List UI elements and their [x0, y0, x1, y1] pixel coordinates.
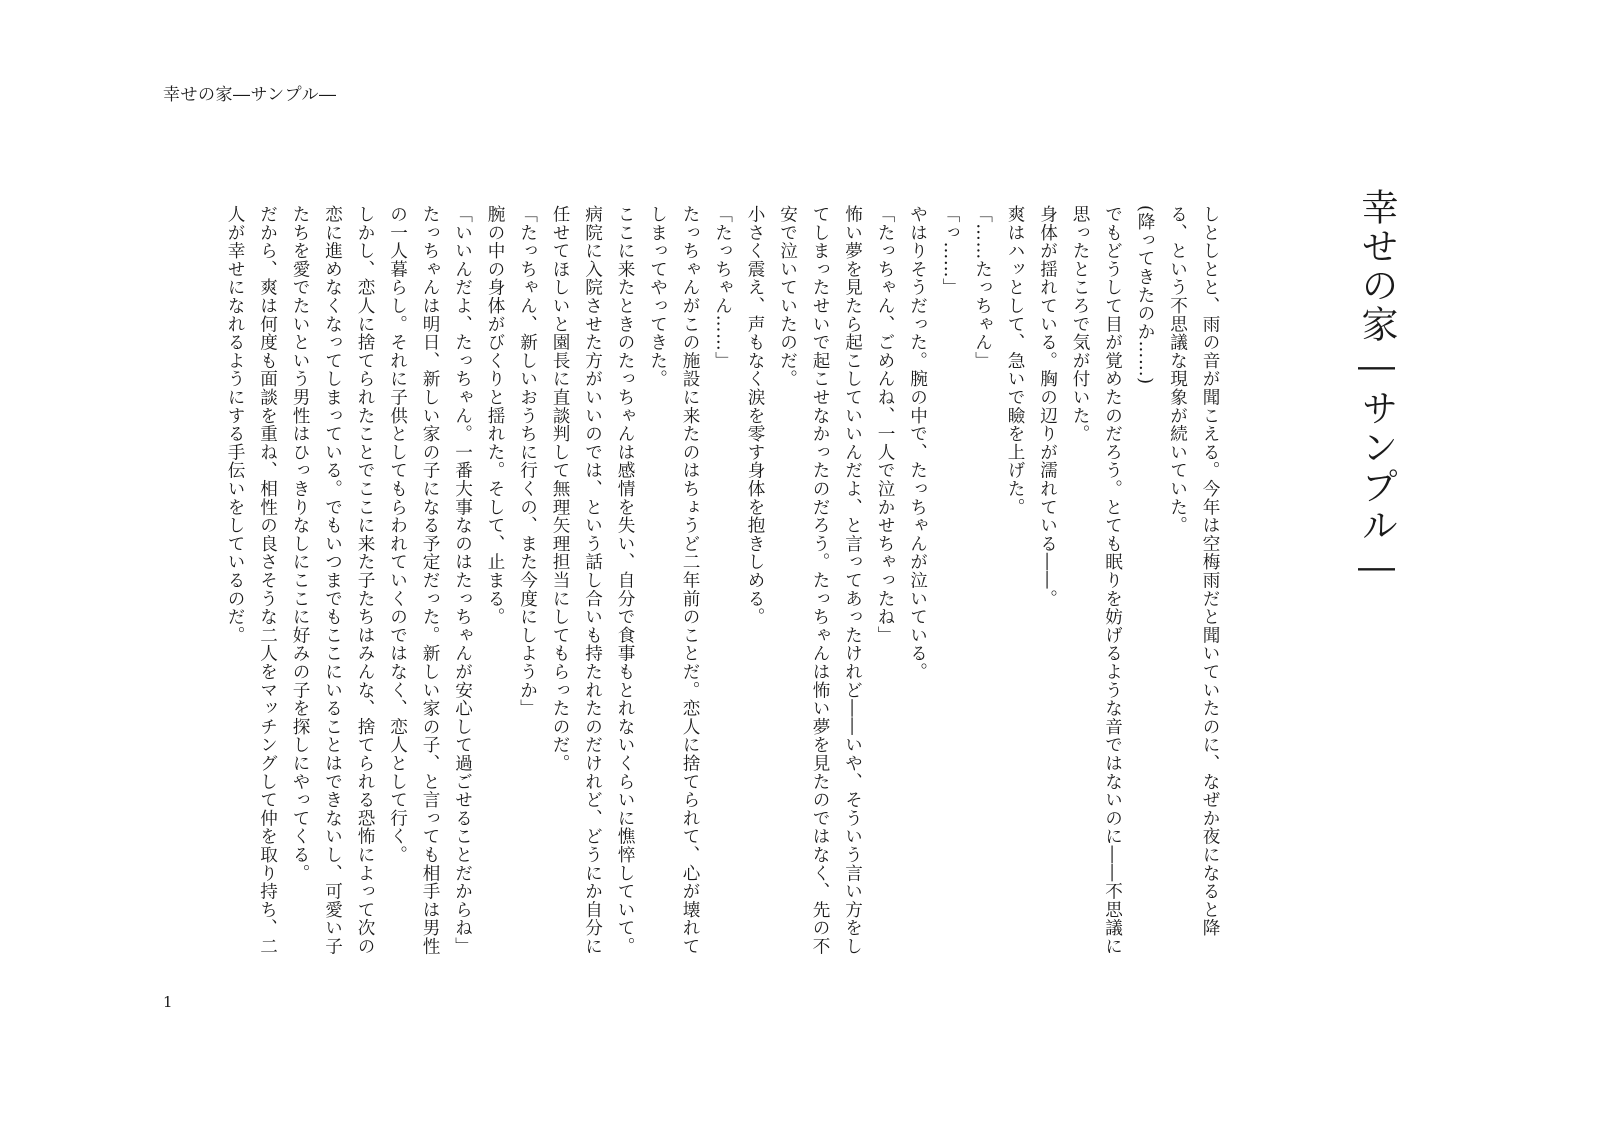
- paragraph-14: ここに来たときのたっちゃんは感情を失い、自分で食事もとれないくらいに憔悴していて。病院に入院させた方がいいのでは、という話し合いも持たれたのだけれど、どうにか自分に任せてほしいと園長に直談判して無理矢理担当にしてもらったのだ。: [550, 205, 635, 956]
- paragraph-19: しかし、恋人に捨てられたことでここに来た子たちはみんな、捨てられる恐怖によって次の恋に進めなくなってしまっている。でもいつまでもここにいることはできないし、可愛い子たちを愛でたいという男性はひっきりなしにここに好みの子を探しにやってくる。: [290, 205, 375, 956]
- paragraph-5: 爽はハッとして、急いで瞼を上げた。: [1005, 205, 1025, 517]
- paragraph-12: 「たっちゃん……」: [712, 205, 733, 370]
- paragraph-18: たっちゃんは明日、新しい家の子になる予定だった。新しい家の子、と言っても相手は男性の一人暮らし。それに子供としてもらわれていくのではなく、恋人として行く。: [387, 205, 440, 956]
- running-header: 幸せの家―サンプル―: [163, 85, 337, 105]
- paragraph-7: 「っ……」: [940, 205, 960, 297]
- paragraph-13: たっちゃんがこの施設に来たのはちょうど二年前のことだ。恋人に捨てられて、心が壊れてしまってやってきた。: [647, 205, 700, 956]
- paragraph-3: でもどうして目が覚めたのだろう。とても眠りを妨げるような音ではないのに――不思議に思ったところで気が付いた。: [1070, 205, 1123, 956]
- paragraph-9: 「たっちゃん、ごめんね、一人で泣かせちゃったね」: [875, 205, 895, 645]
- body-text: [166, 205, 1226, 965]
- paragraph-6: 「……たっちゃん」: [972, 205, 993, 370]
- paragraph-2: (降ってきたのか……): [1135, 205, 1155, 385]
- paragraph-8: やはりそうだった。腕の中で、たっちゃんが泣いている。: [907, 205, 928, 681]
- paragraph-4: 身体が揺れている。胸の辺りが濡れている――。: [1037, 205, 1058, 608]
- paragraph-10: 怖い夢を見たら起こしていいんだよ、と言ってあったけれど――いや、そういう言い方をしてしまったせいで起こせなかったのだろう。たっちゃんは怖い夢を見たのではなく、先の不安で泣いていたのだ。: [777, 205, 863, 956]
- paragraph-11: 小さく震え、声もなく涙を零す身体を抱きしめる。: [745, 205, 765, 626]
- paragraph-15: 「たっちゃん、新しいおうちに行くの、また今度にしようか」: [517, 205, 538, 718]
- paragraph-16: 腕の中の身体がびくりと揺れた。そして、止まる。: [485, 205, 505, 626]
- page-number: 1: [163, 993, 173, 1011]
- paragraph-1: しとしとと、雨の音が聞こえる。今年は空梅雨だと聞いていたのに、なぜか夜になると降る、という不思議な現象が続いていた。: [1167, 205, 1220, 937]
- chapter-title: 幸せの家―サンプル―: [1355, 188, 1398, 590]
- paragraph-20: だから、爽は何度も面談を重ね、相性の良さそうな二人をマッチングして仲を取り持ち、二人が幸せになれるようにする手伝いをしているのだ。: [225, 205, 278, 956]
- paragraph-17: 「いいんだよ、たっちゃん。一番大事なのはたっちゃんが安心して過ごせることだからね」: [452, 205, 473, 956]
